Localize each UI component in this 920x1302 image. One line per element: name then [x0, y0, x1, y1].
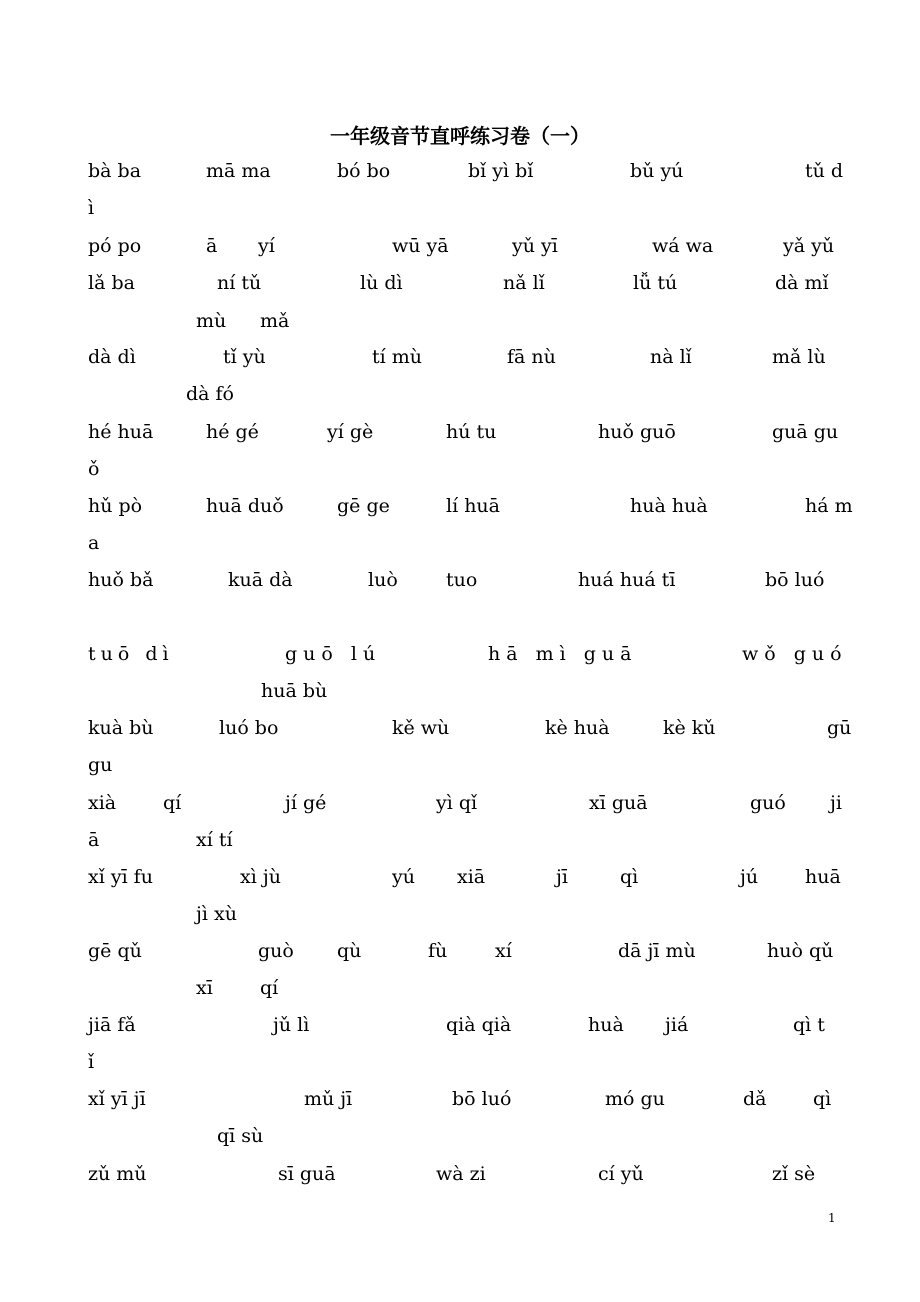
- pinyin-word: yǎ yǔ: [783, 235, 835, 257]
- pinyin-word: guō lú: [285, 643, 382, 665]
- pinyin-word: yí: [258, 235, 275, 257]
- pinyin-word: bō luó: [452, 1088, 512, 1110]
- pinyin-word: dà fó: [186, 383, 235, 405]
- pinyin-word: lí huā: [446, 495, 500, 517]
- pinyin-word: guó: [750, 792, 786, 814]
- pinyin-word: mó gu: [605, 1088, 665, 1110]
- pinyin-word: zǐ sè: [772, 1163, 816, 1185]
- pinyin-word: qì: [620, 866, 639, 888]
- pinyin-word: nǎ lǐ: [503, 272, 545, 294]
- pinyin-word: gē qǔ: [88, 940, 142, 962]
- pinyin-word: huā: [805, 866, 841, 888]
- pinyin-word: qī sù: [217, 1125, 264, 1147]
- pinyin-word: bō luó: [765, 569, 825, 591]
- pinyin-word: jú: [740, 866, 759, 888]
- pinyin-word: kuà bù: [88, 717, 154, 739]
- pinyin-word: mǔ jī: [304, 1088, 353, 1110]
- pinyin-word: huā bù: [261, 680, 328, 702]
- pinyin-word: guā gu: [772, 421, 839, 443]
- pinyin-word: dà dì: [88, 346, 136, 368]
- pinyin-word: wǒ guó: [742, 643, 848, 665]
- pinyin-word: dà mǐ: [775, 272, 829, 294]
- pinyin-word: jí gé: [285, 792, 327, 814]
- pinyin-word: tí mù: [372, 346, 423, 368]
- pinyin-word: tuō dì: [88, 643, 174, 665]
- pinyin-word: xī: [196, 977, 213, 999]
- pinyin-word: wà zi: [436, 1163, 486, 1185]
- pinyin-word: hǔ pò: [88, 495, 143, 517]
- pinyin-word: wá wa: [652, 235, 714, 257]
- pinyin-word: xī guā: [589, 792, 648, 814]
- pinyin-word: jǔ lì: [273, 1014, 310, 1036]
- pinyin-word: luó bo: [219, 717, 279, 739]
- pinyin-word: dǎ: [743, 1088, 767, 1110]
- pinyin-word: mù: [196, 310, 227, 332]
- pinyin-word: qià qià: [446, 1014, 512, 1036]
- pinyin-word: luò: [368, 569, 398, 591]
- pinyin-word: qì: [813, 1088, 832, 1110]
- pinyin-word: jiā fǎ: [88, 1014, 136, 1036]
- pinyin-word: bǐ yì bǐ: [468, 160, 534, 182]
- pinyin-word: gū: [827, 717, 852, 739]
- pinyin-word: huá huá tī: [578, 569, 676, 591]
- pinyin-word: huǒ bǎ: [88, 569, 154, 591]
- pinyin-word: yì qǐ: [436, 792, 478, 814]
- pinyin-word: mā ma: [206, 160, 271, 182]
- pinyin-word: nà lǐ: [650, 346, 692, 368]
- pinyin-word: jiá: [665, 1014, 689, 1036]
- pinyin-word: guò: [258, 940, 294, 962]
- pinyin-word: sī guā: [278, 1163, 336, 1185]
- pinyin-word: xí tí: [196, 829, 233, 851]
- pinyin-word: fā nù: [507, 346, 556, 368]
- pinyin-word: gu: [88, 754, 113, 776]
- page-number: 1: [828, 1211, 836, 1225]
- pinyin-word: huǒ guō: [598, 421, 676, 443]
- pinyin-word: dā jī mù: [618, 940, 696, 962]
- pinyin-word: mǎ: [260, 310, 290, 332]
- pinyin-word: ǐ: [88, 1051, 95, 1073]
- pinyin-word: ā: [206, 235, 218, 257]
- pinyin-word: a: [88, 532, 100, 554]
- pinyin-word: fù: [428, 940, 448, 962]
- pinyin-word: hé gé: [206, 421, 259, 443]
- pinyin-word: ì: [88, 197, 95, 219]
- pinyin-word: xiā: [457, 866, 486, 888]
- pinyin-word: qì t: [793, 1014, 825, 1036]
- pinyin-word: gē ge: [337, 495, 390, 517]
- pinyin-word: kě wù: [392, 717, 450, 739]
- pinyin-word: lǚ tú: [633, 272, 678, 294]
- pinyin-word: kè huà: [545, 717, 610, 739]
- pinyin-word: ǒ: [88, 458, 100, 480]
- pinyin-word: hé huā: [88, 421, 154, 443]
- pinyin-word: pó po: [88, 235, 142, 257]
- pinyin-word: bó bo: [337, 160, 391, 182]
- pinyin-word: bà ba: [88, 160, 142, 182]
- pinyin-word: ní tǔ: [217, 272, 262, 294]
- pinyin-word: há m: [805, 495, 853, 517]
- pinyin-word: yí gè: [327, 421, 374, 443]
- pinyin-word: jī: [556, 866, 568, 888]
- pinyin-word: yǔ yī: [512, 235, 558, 257]
- pinyin-word: wū yā: [392, 235, 449, 257]
- pinyin-word: qí: [163, 792, 182, 814]
- pinyin-word: lù dì: [360, 272, 403, 294]
- pinyin-word: xǐ yī jī: [88, 1088, 146, 1110]
- pinyin-word: huā duǒ: [206, 495, 284, 517]
- pinyin-word: xì jù: [240, 866, 281, 888]
- pinyin-word: zǔ mǔ: [88, 1163, 147, 1185]
- pinyin-word: hú tu: [446, 421, 497, 443]
- pinyin-word: huà: [588, 1014, 624, 1036]
- pinyin-word: huò qǔ: [767, 940, 834, 962]
- pinyin-word: qù: [337, 940, 362, 962]
- pinyin-word: jì xù: [196, 903, 237, 925]
- pinyin-word: bǔ yú: [630, 160, 684, 182]
- pinyin-word: qí: [260, 977, 279, 999]
- page-title: 一年级音节直呼练习卷（一）: [330, 124, 590, 148]
- pinyin-word: kuā dà: [228, 569, 293, 591]
- pinyin-word: huà huà: [630, 495, 708, 517]
- pinyin-word: tǐ yù: [223, 346, 266, 368]
- pinyin-word: yú: [392, 866, 415, 888]
- pinyin-word: xǐ yī fu: [88, 866, 153, 888]
- pinyin-word: tǔ d: [805, 160, 844, 182]
- pinyin-word: kè kǔ: [663, 717, 716, 739]
- pinyin-word: ji: [830, 792, 842, 814]
- pinyin-word: lǎ ba: [88, 272, 135, 294]
- pinyin-word: mǎ lù: [772, 346, 826, 368]
- pinyin-word: hā mì guā: [488, 643, 638, 665]
- pinyin-word: xià: [88, 792, 117, 814]
- pinyin-word: ā: [88, 829, 100, 851]
- pinyin-word: xí: [495, 940, 512, 962]
- pinyin-word: tuo: [446, 569, 478, 591]
- pinyin-word: cí yǔ: [598, 1163, 644, 1185]
